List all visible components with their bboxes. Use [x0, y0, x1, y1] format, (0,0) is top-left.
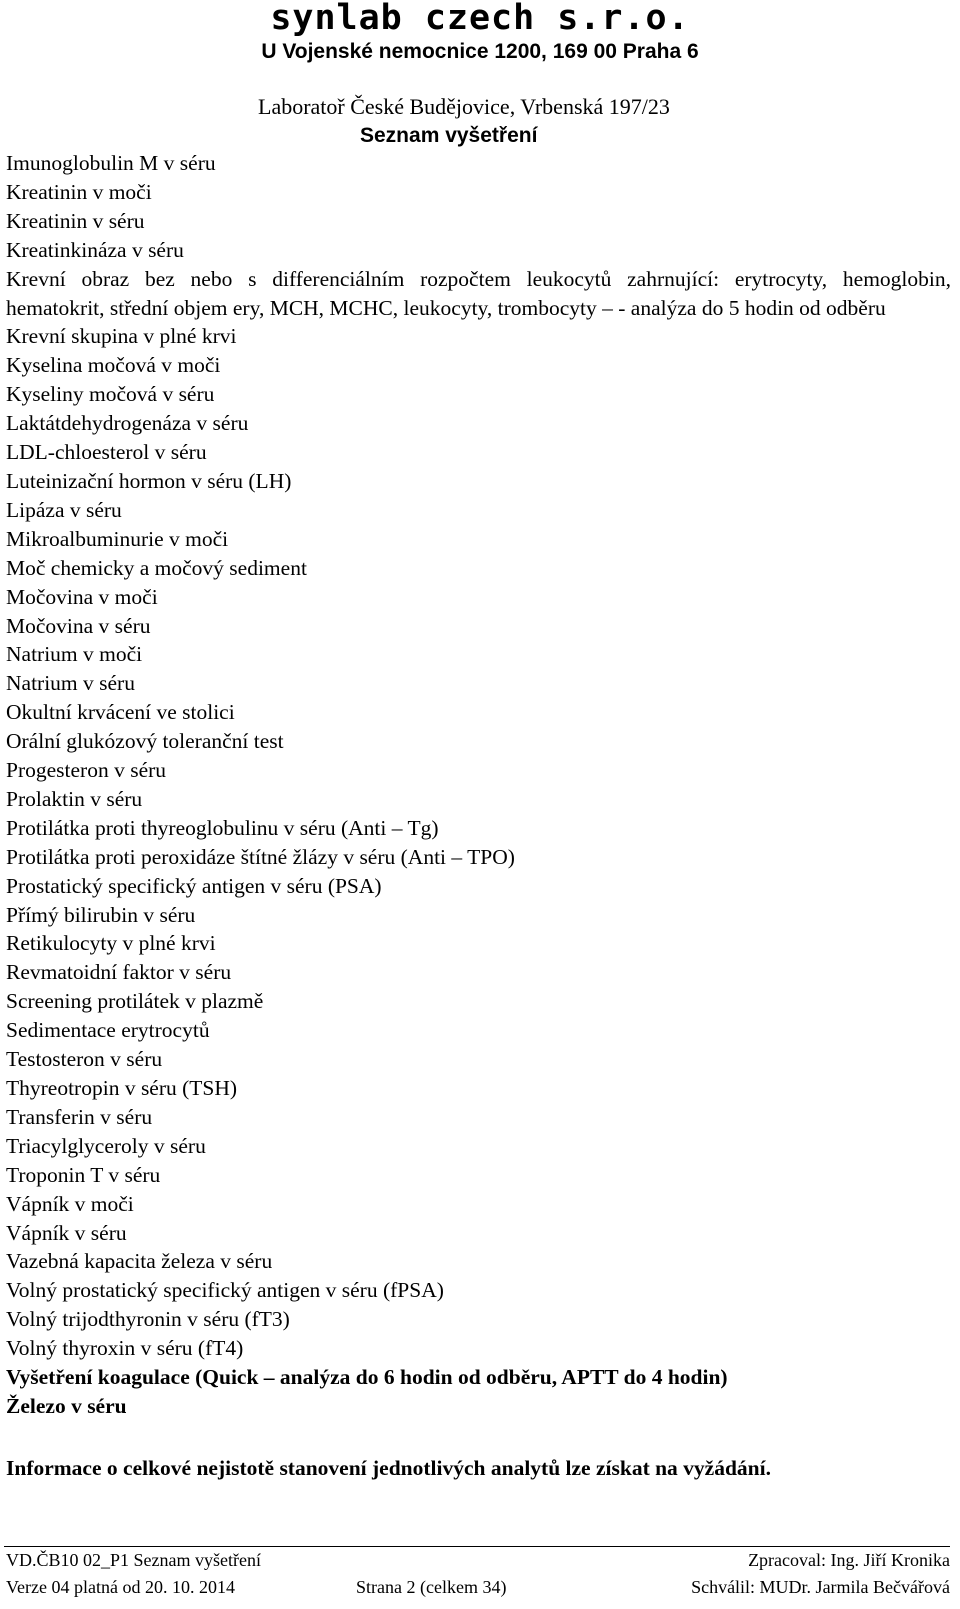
list-item: Mikroalbuminurie v moči — [6, 526, 229, 551]
footer-document-id: VD.ČB10 02_P1 Seznam vyšetření — [6, 1550, 261, 1570]
list-item: Železo v séru — [6, 1393, 127, 1418]
list-item: Lipáza v séru — [6, 497, 122, 522]
list-item: Troponin T v séru — [6, 1162, 161, 1187]
footer-version: Verze 04 platná od 20. 10. 2014 — [6, 1577, 235, 1597]
list-item: Vápník v séru — [6, 1220, 127, 1245]
uncertainty-note: Informace o celkové nejistotě stanovení jednotlivých analytů lze získat na vyžádání. — [6, 1456, 771, 1480]
list-item: Revmatoidní faktor v séru — [6, 960, 232, 985]
list-item: Volný prostatický specifický antigen v séru (fPSA) — [6, 1278, 444, 1303]
list-item: Prostatický specifický antigen v séru (PSA) — [6, 873, 382, 898]
list-item: Natrium v moči — [6, 642, 143, 667]
list-item: Imunoglobulin M v séru — [6, 151, 216, 175]
list-item: Krevní obraz bez nebo s differenciálním rozpočtem leukocytů zahrnující: erytrocyty, hemoglobin, hematokrit, střední objem ery, MCH, MCHC, leukocyty, trombocyty – - analýza do 5 hodin od odběru — [6, 266, 951, 320]
list-item: Retikulocyty v plné krvi — [6, 931, 216, 956]
list-item: Volný trijodthyronin v séru (fT3) — [6, 1307, 290, 1332]
list-item: Testosteron v séru — [6, 1047, 163, 1072]
list-item: Triacylglyceroly v séru — [6, 1133, 206, 1158]
list-item: Prolaktin v séru — [6, 786, 143, 811]
footer-page-number: Strana 2 (celkem 34) — [356, 1577, 507, 1597]
list-item: Transferin v séru — [6, 1104, 153, 1129]
list-item: Thyreotropin v séru (TSH) — [6, 1076, 238, 1100]
list-item: Volný thyroxin v séru (fT4) — [6, 1336, 244, 1361]
list-item: Kreatinkináza v séru — [6, 237, 184, 262]
list-item: Orální glukózový toleranční test — [6, 729, 284, 754]
footer-divider — [4, 1546, 950, 1547]
list-item: Vazebná kapacita železa v séru — [6, 1249, 273, 1274]
examination-list — [6, 149, 951, 1421]
list-item: Protilátka proti peroxidáze štítné žlázy v séru (Anti – TPO) — [6, 844, 515, 869]
list-item: Screening protilátek v plazmě — [6, 989, 264, 1014]
list-item: Laktátdehydrogenáza v séru — [6, 411, 249, 436]
list-item: Přímý bilirubin v séru — [6, 902, 196, 927]
list-item: Kyselina močová v moči — [6, 353, 221, 378]
footer-prepared-by: Zpracoval: Ing. Jiří Kronika — [748, 1550, 950, 1570]
list-item: Kreatinin v séru — [6, 208, 145, 233]
list-item: Kreatinin v moči — [6, 179, 152, 204]
list-item: Luteinizační hormon v séru (LH) — [6, 468, 292, 493]
list-item: Natrium v séru — [6, 671, 135, 696]
company-name: synlab czech s.r.o. — [270, 0, 690, 38]
list-item: LDL-chloesterol v séru — [6, 440, 207, 465]
list-item: Moč chemicky a močový sediment — [6, 555, 307, 580]
list-item: Vyšetření koagulace (Quick – analýza do 6 hodin od odběru, APTT do 4 hodin) — [6, 1365, 728, 1390]
list-item: Progesteron v séru — [6, 758, 167, 783]
list-item: Krevní skupina v plné krvi — [6, 324, 237, 349]
laboratory-address: Laboratoř České Budějovice, Vrbenská 197/23 — [258, 94, 670, 119]
company-address: U Vojenské nemocnice 1200, 169 00 Praha 6 — [261, 40, 699, 63]
list-item: Okultní krvácení ve stolici — [6, 700, 235, 725]
list-item: Močovina v moči — [6, 584, 158, 609]
list-item: Protilátka proti thyreoglobulinu v séru (Anti – Tg) — [6, 815, 439, 840]
list-item: Sedimentace erytrocytů — [6, 1018, 210, 1043]
page-title: Seznam vyšetření — [360, 124, 538, 147]
list-item: Kyseliny močová v séru — [6, 382, 215, 407]
list-item: Močovina v séru — [6, 613, 151, 638]
footer-approved-by: Schválil: MUDr. Jarmila Bečvářová — [691, 1577, 950, 1597]
list-item: Vápník v moči — [6, 1191, 134, 1216]
